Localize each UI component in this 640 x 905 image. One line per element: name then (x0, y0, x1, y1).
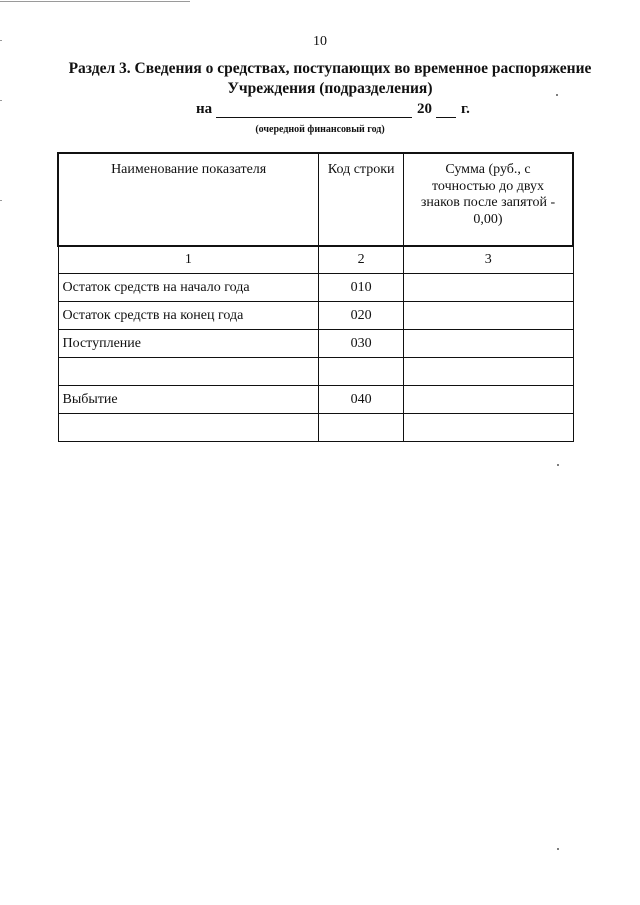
section-heading-line-2: Учреждения (подразделения) (227, 80, 433, 97)
row-name: Поступление (58, 330, 319, 358)
date-prefix: на (196, 101, 213, 117)
row-amount-cell[interactable] (404, 386, 573, 414)
table-row (58, 414, 573, 442)
row-code: 010 (319, 274, 404, 302)
scan-speck (557, 464, 559, 466)
row-code (319, 414, 404, 442)
row-code: 020 (319, 302, 404, 330)
year-blank-field[interactable] (436, 117, 456, 118)
row-amount-cell[interactable] (404, 358, 573, 386)
column-number: 1 (58, 246, 319, 274)
row-name: Остаток средств на начало года (58, 274, 319, 302)
column-number: 2 (319, 246, 404, 274)
table-row (58, 302, 573, 330)
scan-edge-mark (0, 100, 2, 101)
year-suffix: г. (461, 101, 470, 117)
funds-table (57, 152, 574, 442)
header-indicator-name: Наименование показателя (58, 153, 319, 246)
page-number: 10 (313, 34, 327, 49)
header-row-code: Код строки (319, 153, 404, 246)
table-header-row (58, 153, 573, 246)
scan-speck (557, 848, 559, 850)
row-name (58, 414, 319, 442)
row-code: 030 (319, 330, 404, 358)
column-number-row (58, 246, 573, 274)
row-amount-cell[interactable] (404, 330, 573, 358)
section-heading-line-1: Раздел 3. Сведения о средствах, поступающих во временное распоряжение (68, 60, 592, 77)
row-code (319, 358, 404, 386)
table-row (58, 358, 573, 386)
header-amount: Сумма (руб., с точностью до двух знаков после запятой - 0,00) (404, 153, 573, 246)
row-name: Остаток средств на конец года (58, 302, 319, 330)
table-row (58, 386, 573, 414)
row-amount-cell[interactable] (404, 414, 573, 442)
row-amount-cell[interactable] (404, 274, 573, 302)
date-blank-field[interactable] (216, 117, 412, 118)
row-amount-cell[interactable] (404, 302, 573, 330)
row-code: 040 (319, 386, 404, 414)
table-row (58, 274, 573, 302)
row-name: Выбытие (58, 386, 319, 414)
scan-edge-line (0, 1, 190, 2)
row-name (58, 358, 319, 386)
year-prefix: 20 (417, 101, 432, 117)
scan-edge-mark (0, 200, 2, 201)
column-number: 3 (404, 246, 573, 274)
table-row (58, 330, 573, 358)
fiscal-year-note: (очередной финансовый год) (255, 124, 385, 135)
